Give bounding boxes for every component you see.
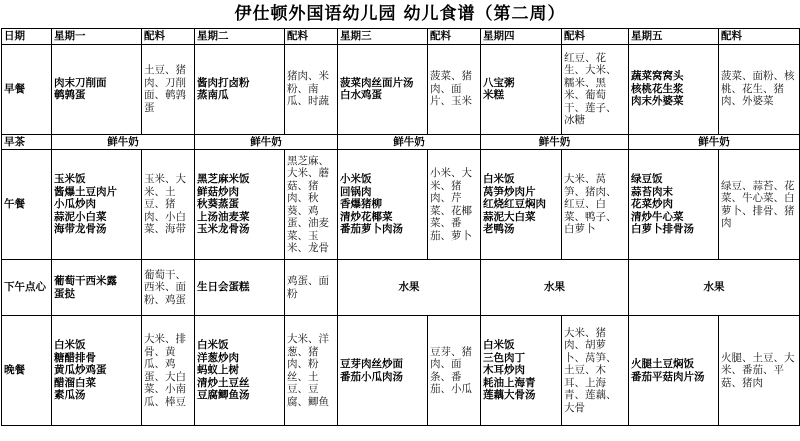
ingredients-header: 配料 (142, 29, 195, 45)
dish-line: 蒸南瓜 (197, 89, 229, 101)
morning-tea-row (2, 134, 800, 150)
dish-line: 洋葱炒肉 (197, 351, 239, 364)
dish-cell (629, 150, 719, 260)
dish-line: 素瓜汤 (54, 389, 86, 402)
dish-line: 黑芝麻米饭 (197, 173, 250, 186)
ingredients-text: 葡萄干、西米、面粉、鸡蛋 (144, 268, 186, 306)
ingredients-text: 玉米、大米、土豆、猪肉、小白菜、海带 (144, 173, 186, 236)
dish-line: 耗油上海青 (483, 376, 536, 389)
tea-item: 鲜牛奶 (195, 134, 338, 150)
dish-line: 小米饭 (340, 173, 372, 186)
dish-line: 白米饭 (197, 339, 229, 352)
dish-line: 清炒花椰菜 (340, 210, 393, 223)
dish-line: 八宝粥 (483, 76, 515, 89)
dish-line: 鹌鹑蛋 (54, 89, 86, 101)
tea-item: 鲜牛奶 (52, 134, 195, 150)
dish-cell (52, 316, 142, 426)
ingredients-text: 大米、排骨、黄瓜、鸡蛋、大白菜、小南瓜、棒豆 (144, 333, 186, 408)
ingredients-text: 绿豆、蒜苔、花菜、牛心菜、白萝卜、排骨、猪肉 (721, 179, 795, 229)
dish-line: 蒜泥大白菜 (483, 210, 536, 223)
ingredients-cell (428, 316, 481, 426)
lunch-row (2, 150, 800, 260)
dish-cell (338, 44, 428, 134)
fruit-cell: 水果 (629, 260, 800, 316)
ingredients-cell (142, 44, 195, 134)
dish-line: 绿豆饭 (631, 173, 663, 186)
ingredients-header: 配料 (562, 29, 629, 45)
fruit-cell: 水果 (338, 260, 481, 316)
dish-line: 蒜苔肉末 (631, 185, 673, 198)
ingredients-header: 配料 (428, 29, 481, 45)
dish-line: 蔬菜窝窝头 (631, 70, 684, 83)
ingredients-cell (285, 150, 338, 260)
ingredients-text: 大米、洋葱、猪肉、粉丝、土豆、豆腐、鲫鱼 (287, 333, 329, 408)
dish-cell (481, 316, 562, 426)
ingredients-cell (142, 260, 195, 316)
dish-line: 回锅肉 (340, 185, 372, 198)
dish-cell (52, 44, 142, 134)
afternoon-row (2, 260, 800, 316)
dish-cell (52, 260, 142, 316)
dish-cell (481, 150, 562, 260)
ingredients-text: 大米、莴笋、猪肉、红豆、白菜、鸭子、白萝卜 (564, 173, 617, 236)
dish-line: 白水鸡蛋 (340, 89, 382, 101)
dish-cell (481, 44, 562, 134)
header-row (2, 29, 800, 45)
dish-line: 核桃花生浆 (631, 82, 684, 95)
dish-line: 三色肉丁 (483, 351, 525, 364)
ingredients-text: 菠菜、面粉、核桃、花生、猪肉、外婆菜 (721, 70, 795, 108)
ingredients-cell (285, 260, 338, 316)
page-title: 伊仕顿外国语幼儿园 幼儿食谱（第二周） (234, 4, 566, 24)
ingredients-header: 配料 (719, 29, 800, 45)
dish-line: 醋溜白菜 (54, 376, 96, 389)
ingredients-cell (142, 316, 195, 426)
ingredients-cell (719, 44, 800, 134)
fruit-cell: 水果 (481, 260, 629, 316)
dish-line: 玉米龙骨汤 (197, 223, 250, 236)
dish-line: 花菜炒肉 (631, 198, 673, 211)
day-header-mon: 星期一 (52, 29, 142, 45)
dish-line: 豆芽肉丝炒面 (340, 358, 403, 370)
dish-line: 玉米饭 (54, 173, 86, 186)
ingredients-cell (428, 44, 481, 134)
meal-label-dinner: 晚餐 (2, 316, 52, 426)
dish-line: 肉末刀削面 (54, 76, 107, 89)
ingredients-cell (562, 44, 629, 134)
dish-line: 鲜菇炒肉 (197, 185, 239, 198)
dish-line: 菠菜肉丝面片汤 (340, 76, 414, 89)
dish-line: 白米饭 (483, 173, 515, 186)
dish-line: 火腿土豆焖饭 (631, 358, 694, 370)
ingredients-cell (428, 150, 481, 260)
dish-cell (629, 316, 719, 426)
dish-line: 酱肉打卤粉 (197, 76, 250, 89)
tea-item: 鲜牛奶 (338, 134, 481, 150)
ingredients-text: 大米、猪肉、胡萝卜、莴笋、土豆、木耳、上海青、莲藕、大骨 (564, 326, 617, 414)
day-header-tue: 星期二 (195, 29, 285, 45)
ingredients-cell (562, 150, 629, 260)
dish-line: 糖醋排骨 (54, 351, 96, 364)
meal-label-morning-tea: 早茶 (2, 134, 52, 150)
dish-line: 番茄小瓜肉汤 (340, 370, 403, 383)
ingredients-cell (285, 316, 338, 426)
ingredients-header: 配料 (285, 29, 338, 45)
ingredients-cell (285, 44, 338, 134)
dish-line: 秋葵蒸蛋 (197, 198, 239, 211)
menu-table (1, 28, 800, 426)
day-header-fri: 星期五 (629, 29, 719, 45)
dish-line: 生日会蛋糕 (197, 281, 250, 294)
dish-line: 酱爆土豆肉片 (54, 185, 117, 198)
date-header: 日期 (2, 29, 52, 45)
meal-label-breakfast: 早餐 (2, 44, 52, 134)
dish-cell (195, 150, 285, 260)
dish-line: 红烧红豆焖肉 (483, 198, 546, 211)
dish-line: 豆腐鲫鱼汤 (197, 389, 250, 402)
tea-item: 鲜牛奶 (481, 134, 629, 150)
ingredients-cell (719, 150, 800, 260)
ingredients-text: 菠菜、猪肉、面片、玉米 (430, 70, 472, 108)
ingredients-text: 猪肉、米粉、南瓜、时蔬 (287, 70, 329, 108)
dish-cell (629, 44, 719, 134)
dish-line: 肉末外婆菜 (631, 95, 684, 108)
dish-cell (195, 316, 285, 426)
dish-line: 小瓜炒肉 (54, 198, 96, 211)
dish-line: 香爆猪柳 (340, 198, 382, 211)
meal-label-lunch: 午餐 (2, 150, 52, 260)
dish-line: 清炒土豆丝 (197, 376, 250, 389)
ingredients-text: 鸡蛋、面粉 (287, 275, 329, 300)
dish-line: 白米饭 (483, 339, 515, 352)
dish-line: 白萝卜排骨汤 (631, 223, 694, 236)
ingredients-text: 火腿、土豆、大米、番茄、平菇、猪肉 (721, 351, 795, 389)
dish-line: 海带龙骨汤 (54, 223, 107, 236)
ingredients-text: 土豆、猪肉、刀削面、鹌鹑蛋 (144, 64, 186, 114)
dish-line: 上汤油麦菜 (197, 210, 250, 223)
dish-cell (52, 150, 142, 260)
dish-line: 番茄平菇肉片汤 (631, 370, 705, 383)
ingredients-text: 黑芝麻、大米、蘑菇、猪肉、秋葵、鸡蛋、油麦菜、玉米、龙骨 (287, 154, 329, 254)
dish-line: 黄瓜炒鸡蛋 (54, 364, 107, 377)
dish-line: 葡萄干西米露 (54, 275, 117, 287)
dish-cell (338, 316, 428, 426)
ingredients-text: 豆芽、猪肉、面条、番茄、小瓜 (430, 345, 472, 395)
ingredients-cell (562, 316, 629, 426)
tea-item: 鲜牛奶 (629, 134, 800, 150)
ingredients-text: 红豆、花生、大米、糯米、黑米、葡萄干、莲子、冰糖 (564, 51, 617, 126)
day-header-wed: 星期三 (338, 29, 428, 45)
dish-line: 蛋挞 (54, 287, 75, 300)
dish-line: 番茄萝卜肉汤 (340, 223, 403, 236)
dish-line: 木耳炒肉 (483, 364, 525, 377)
dish-cell (338, 150, 428, 260)
ingredients-cell (142, 150, 195, 260)
ingredients-text: 小米、大米、猪肉、芹菜、花椰菜、番茄、萝卜 (430, 167, 472, 242)
dish-line: 老鸭汤 (483, 223, 515, 236)
ingredients-cell (719, 316, 800, 426)
dish-line: 白米饭 (54, 339, 86, 352)
dish-line: 米糕 (483, 89, 504, 101)
breakfast-row (2, 44, 800, 134)
dish-line: 莴笋炒肉片 (483, 185, 536, 198)
dish-line: 清炒牛心菜 (631, 210, 684, 223)
meal-label-afternoon: 下午点心 (2, 260, 52, 316)
dish-line: 莲藕大骨汤 (483, 389, 536, 402)
dish-cell (195, 44, 285, 134)
dish-line: 蒜泥小白菜 (54, 210, 107, 223)
day-header-thu: 星期四 (481, 29, 562, 45)
dish-cell (195, 260, 285, 316)
dish-line: 蚂蚁上树 (197, 364, 239, 377)
dinner-row (2, 316, 800, 426)
